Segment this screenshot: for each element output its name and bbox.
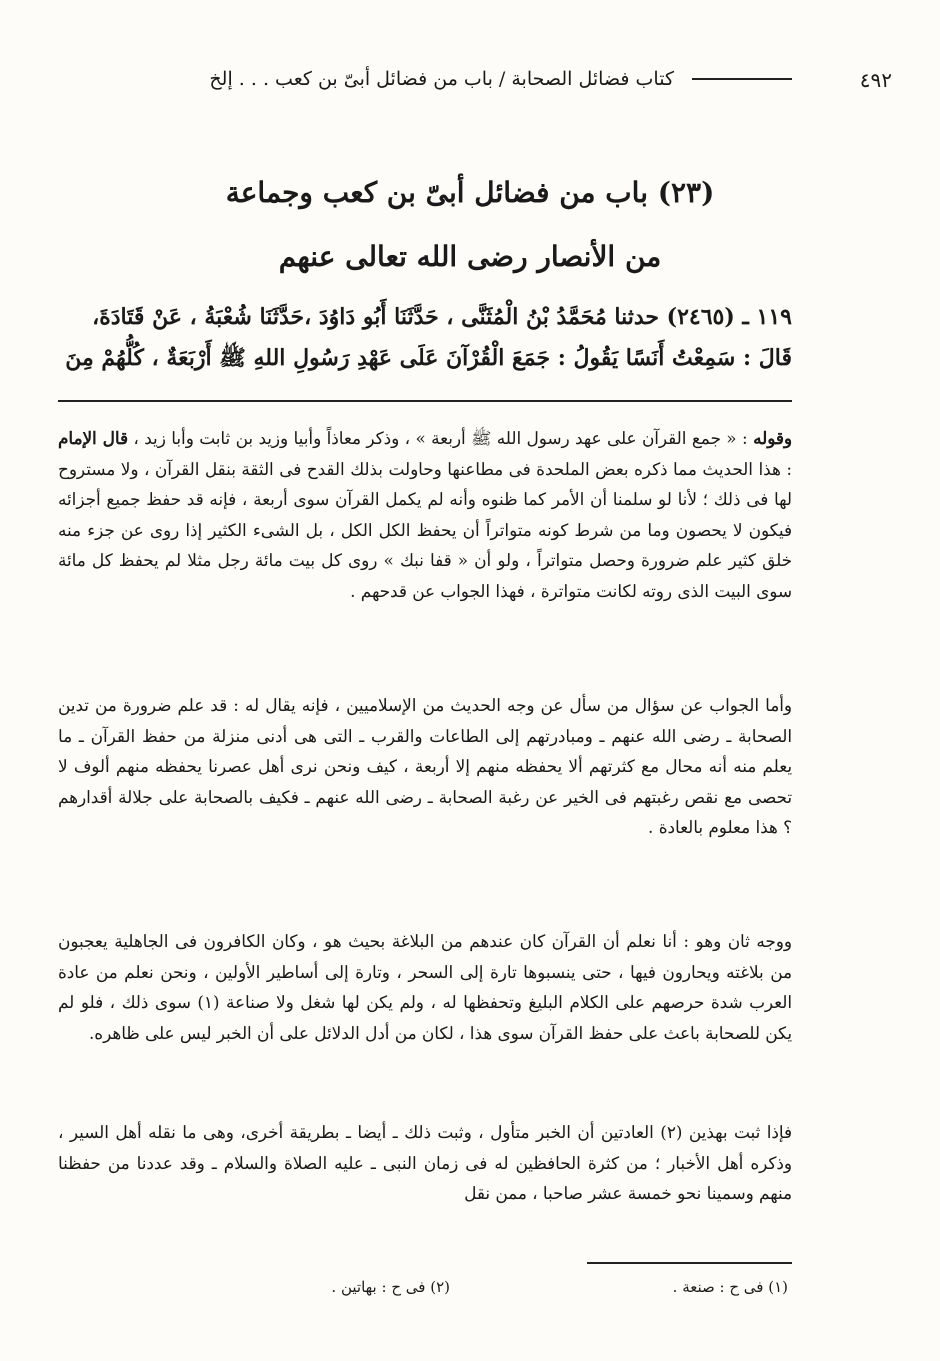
commentary-p1-part-b: : هذا الحديث مما ذكره بعض الملحدة فى مطاعنها وحاولت بذلك القدح فى الثقة بنقل القرآن ، ولا مستروح لها فى ذلك ؛ لأنا لو سلمنا أن الأمر كما ظنوه وأنه لم يكمل القرآن سوى أربعة ، فإنه قد حفظ جميع أجزائه فيكون لا يحصون وما من شرط كونه متواتراً أن يحفظ الكل الكل ، بل الشىء الكثير إذا روى عن جزء منه خلق كثير علم ضرورة وحصل متواتراً ، ولو أن « قفا نبك » روى كل بيت مائة رجل مثلا لم يحفظ كل مائة سوى البيت الذى روته لكانت متواترة ، فهذا الجواب عن قدحهم . (58, 458, 792, 601)
chapter-title-line2: من الأنصار رضى الله تعالى عنهم (278, 240, 662, 273)
footnote-2: (٢) فى ح : بهاتين . (331, 1278, 450, 1296)
commentary-p1-part-a: : « جمع القرآن على عهد رسول الله ﷺ أربعة » ، وذكر معاذاً وأبيا وزيد بن ثابت وأبا زيد ، (127, 428, 754, 448)
footnote-1: (١) فى ح : صنعة . (672, 1278, 788, 1296)
commentary-paragraph-1 (58, 423, 792, 606)
header-rule (692, 78, 792, 80)
running-header (52, 68, 892, 92)
footnote-rule (587, 1262, 792, 1264)
commentary-imam-label: قال الإمام (58, 428, 128, 448)
running-title: كتاب فضائل الصحابة / باب من فضائل أبىّ بن كعب . . . إلخ (209, 68, 674, 90)
commentary-lead-word: وقوله (753, 428, 792, 448)
commentary-paragraph-4: فإذا ثبت بهذين (٢) العادتين أن الخبر متأول ، وثبت ذلك ـ أيضا ـ بطريقة أخرى، وهى ما نقله أهل السير ، وذكره أهل الأخبار ؛ من كثرة الحافظين له فى زمان النبى ـ عليه الصلاة والسلام ـ وقد عددنا من حفظنا منهم وسمينا نحو خمسة عشر صاحبا ، ممن نقل (58, 1122, 792, 1203)
text-commentary-separator (58, 400, 792, 402)
hadith-text-line2: قَالَ : سَمِعْتُ أَنَسًا يَقُولُ : جَمَعَ الْقُرْآنَ عَلَى عَهْدِ رَسُولِ اللهِ ﷺ أَرْبَعَةٌ ، كُلُّهُمْ مِنَ (65, 345, 792, 371)
hadith-text-line1: ١١٩ ـ (٢٤٦٥) حدثنا مُحَمَّدُ بْنُ الْمُثَنَّى ، حَدَّثَنَا أَبُو دَاوُدَ ،حَدَّثَنَا شُعْبَةُ ، عَنْ قَتَادَةَ، (92, 304, 792, 330)
chapter-title-line1: (٢٣) باب من فضائل أبىّ بن كعب وجماعة (225, 176, 715, 209)
page-number: ٤٩٢ (859, 68, 892, 92)
commentary-paragraph-2: وأما الجواب عن سؤال من سأل عن وجه الحديث من الإسلاميين ، فإنه يقال له : قد علم ضرورة من تدين الصحابة ـ رضى الله عنهم ـ ومبادرتهم إلى الطاعات والقرب ـ التى هى أدنى منزلة من حفظ القرآن ـ ما يعلم منه أنه محال مع كثرتهم ألا يحفظه منهم إلا أربعة ، كيف ونحن نرى أهل عصرنا يحفظه منهم ألوف لا تحصى مع نقص رغبتهم فى الخير عن رغبة الصحابة ـ رضى الله عنهم ـ فكيف بالصحابة على جلالة أقدارهم ؟ هذا معلوم بالعادة . (58, 695, 792, 837)
commentary-paragraph-3: ووجه ثان وهو : أنا نعلم أن القرآن كان عندهم من البلاغة بحيث هو ، وكان الكافرون فى الجاهلية يعجبون من بلاغته ويحارون فيها ، حتى ينسبوها تارة إلى السحر ، وتارة إلى أساطير الأولين ، ونحن نعلم من عادة العرب شدة حرصهم على الكلام البليغ وتحفظها له ، ولم يكن لها شغل ولا صناعة (١) سوى ذلك ، فلو لم يكن للصحابة باعث على حفظ القرآن سوى هذا ، لكان من أدل الدلائل على أن الخبر ليس على ظاهره. (58, 931, 792, 1043)
